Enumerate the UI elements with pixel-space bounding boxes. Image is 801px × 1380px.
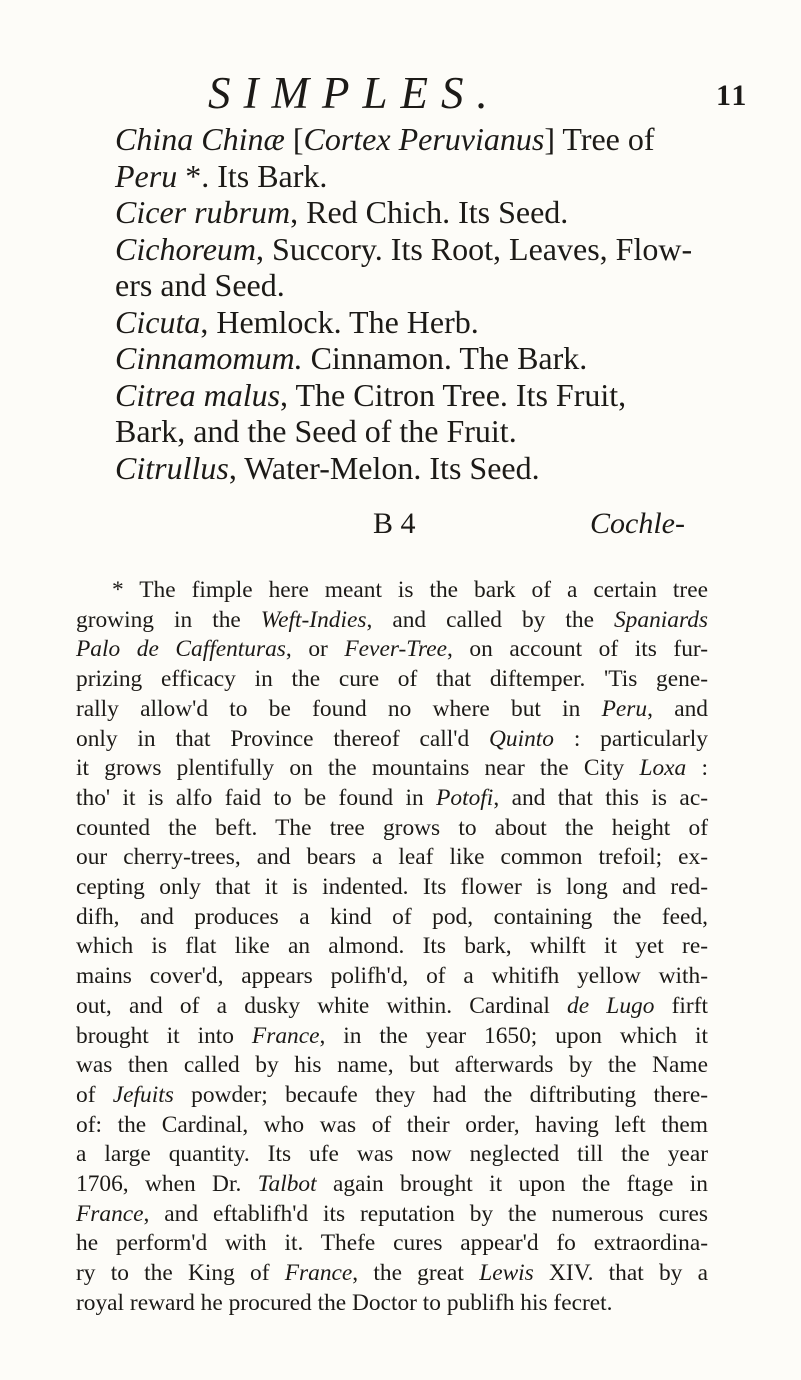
italic-text: Cinnamomum. bbox=[115, 340, 303, 376]
text-run: it grows plentifully on the mountains near the City bbox=[76, 755, 640, 782]
text-run: firft bbox=[654, 992, 708, 1019]
text-run: : bbox=[686, 755, 708, 782]
text-run: counted the beft. The tree grows to about the height of bbox=[76, 814, 708, 841]
footnote-line bbox=[76, 665, 708, 695]
text-run: , and bbox=[647, 695, 709, 722]
footnote bbox=[76, 576, 708, 1319]
catchword: Cochle- bbox=[590, 507, 685, 540]
italic-text: Spaniards bbox=[613, 606, 708, 633]
simple-entry bbox=[115, 304, 715, 341]
footnote-line bbox=[76, 962, 708, 992]
simples-entry-list bbox=[115, 121, 715, 486]
text-run: , in the year 1650; upon which it bbox=[319, 1022, 708, 1049]
text-run: [ bbox=[284, 121, 304, 157]
footnote-line bbox=[76, 992, 708, 1022]
text-run: rally allow'd to be found no where but in bbox=[76, 695, 602, 722]
text-run: a large quantity. Its ufe was now neglected till the year bbox=[76, 1141, 708, 1168]
footnote-line bbox=[76, 635, 708, 665]
text-run: again brought it upon the ftage in bbox=[316, 1171, 708, 1198]
text-run: only in that Province thereof call'd bbox=[76, 725, 489, 752]
text-run: XIV. that by a bbox=[533, 1260, 708, 1287]
text-run: of bbox=[76, 1081, 113, 1108]
footnote-line bbox=[76, 1140, 708, 1170]
entry-line bbox=[115, 303, 715, 341]
text-run: ry to the King of bbox=[76, 1260, 285, 1287]
entry-line bbox=[115, 230, 715, 268]
text-run: out, and of a dusky white within. Cardinal bbox=[76, 992, 568, 1019]
entry-line bbox=[115, 376, 715, 414]
footnote-line bbox=[76, 1289, 708, 1319]
text-run: Bark, and the Seed of the Fruit. bbox=[115, 413, 517, 449]
text-run: ] Tree of bbox=[544, 121, 655, 157]
footnote-line bbox=[76, 873, 708, 903]
entry-line bbox=[115, 267, 715, 304]
italic-text: Peru bbox=[115, 157, 178, 194]
text-run: growing in the bbox=[76, 606, 261, 633]
italic-text: Citrea malus bbox=[115, 376, 281, 413]
simple-entry bbox=[115, 194, 715, 231]
page-header bbox=[0, 68, 801, 118]
text-run: , and that this is ac- bbox=[493, 784, 708, 811]
simple-entry bbox=[115, 340, 715, 377]
footnote-line bbox=[76, 725, 708, 755]
text-run: , Succory. Its Root, Leaves, Flow- bbox=[256, 230, 693, 267]
text-run: prizing efficacy in the cure of that diftemper. 'Tis gene- bbox=[76, 666, 708, 693]
italic-text: Cortex Peruvianus bbox=[303, 121, 545, 157]
entry-line bbox=[115, 121, 715, 158]
text-run: *. Its Bark. bbox=[177, 157, 328, 194]
text-run: mains cover'd, appears polifh'd, of a whitifh yellow with- bbox=[76, 963, 708, 990]
footnote-line bbox=[76, 903, 708, 933]
footnote-line bbox=[76, 932, 708, 962]
text-run: tho' it is alfo faid to be found in bbox=[76, 784, 437, 811]
text-run: ers and Seed. bbox=[115, 267, 285, 303]
footnote-line bbox=[76, 1051, 708, 1081]
footnote-line bbox=[76, 606, 708, 636]
footnote-line bbox=[76, 1259, 708, 1289]
simple-entry bbox=[115, 231, 715, 304]
italic-text: Peru bbox=[601, 695, 648, 722]
text-run: , and called by the bbox=[366, 606, 614, 633]
entry-line bbox=[115, 449, 715, 487]
footnote-line bbox=[76, 576, 708, 606]
signature-mark: B 4 bbox=[373, 507, 416, 540]
text-run: , the great bbox=[352, 1260, 480, 1287]
footnote-line bbox=[76, 814, 708, 844]
simple-entry bbox=[115, 450, 715, 487]
footnote-line bbox=[76, 1111, 708, 1141]
italic-text: Talbot bbox=[257, 1171, 317, 1198]
footnote-line bbox=[76, 1170, 708, 1200]
text-run: brought it into bbox=[76, 1022, 252, 1049]
text-run: Cinnamon. The Bark. bbox=[302, 340, 588, 376]
footnote-line bbox=[76, 754, 708, 784]
text-run: which is flat like an almond. Its bark, whilft it yet re- bbox=[76, 933, 708, 960]
italic-text: Cicer rubrum bbox=[115, 194, 291, 230]
text-run: 1706, when Dr. bbox=[76, 1171, 258, 1198]
text-run: he perform'd with it. Thefe cures appear'd fo extraordina- bbox=[76, 1230, 708, 1257]
simple-entry bbox=[115, 377, 715, 450]
text-run: : particularly bbox=[553, 725, 708, 752]
text-run: , or bbox=[285, 636, 345, 663]
signature-line bbox=[0, 504, 801, 544]
entry-line bbox=[115, 413, 715, 450]
text-run: , and eftablifh'd its reputation by the numerous cures bbox=[143, 1200, 708, 1227]
footnote-line bbox=[76, 695, 708, 725]
entry-line bbox=[115, 194, 715, 231]
italic-text: France bbox=[76, 1200, 144, 1227]
page-number: 11 bbox=[716, 79, 749, 112]
italic-text: Loxa bbox=[639, 755, 687, 782]
italic-text: Cichoreum bbox=[115, 230, 257, 267]
footnote-line bbox=[76, 843, 708, 873]
text-run: , The Citron Tree. Its Fruit, bbox=[280, 376, 627, 413]
running-title: SIMPLES. bbox=[208, 68, 501, 118]
footnote-line bbox=[76, 1229, 708, 1259]
text-run: difh, and produces a kind of pod, containing the feed, bbox=[76, 903, 708, 930]
text-run: was then called by his name, but afterwards by the Name bbox=[76, 1052, 708, 1079]
entry-line bbox=[115, 157, 715, 195]
italic-text: de Lugo bbox=[567, 992, 655, 1019]
italic-text: Lewis bbox=[479, 1260, 534, 1287]
footnote-line bbox=[76, 1200, 708, 1230]
text-run: , Hemlock. The Herb. bbox=[200, 303, 479, 340]
footnote-line bbox=[76, 1022, 708, 1052]
text-run: royal reward he procured the Doctor to publifh his fecret. bbox=[76, 1289, 613, 1316]
text-run: of: the Cardinal, who was of their order, having left them bbox=[76, 1111, 708, 1138]
text-run: cepting only that it is indented. Its flower is long and red- bbox=[76, 874, 708, 901]
italic-text: Jefuits bbox=[112, 1081, 174, 1108]
text-run: our cherry-trees, and bears a leaf like common trefoil; ex- bbox=[76, 844, 708, 871]
italic-text: Palo de Caffenturas bbox=[76, 636, 286, 663]
text-run: , Red Chich. Its Seed. bbox=[290, 194, 569, 230]
text-run: powder; becaufe they had the diftributing there- bbox=[173, 1081, 708, 1108]
entry-line bbox=[115, 340, 715, 377]
italic-text: Citrullus bbox=[115, 449, 229, 486]
simple-entry bbox=[115, 121, 715, 194]
italic-text: France bbox=[284, 1260, 353, 1287]
italic-text: Cicuta bbox=[115, 303, 201, 340]
text-run: , on account of its fur- bbox=[446, 636, 709, 663]
text-run: * The fimple here meant is the bark of a certain tree bbox=[112, 577, 708, 603]
italic-text: Weft-Indies bbox=[260, 606, 367, 633]
footnote-line bbox=[76, 1081, 708, 1111]
italic-text: Fever-Tree bbox=[344, 636, 447, 663]
italic-text: China Chinæ bbox=[115, 121, 285, 157]
italic-text: Quinto bbox=[489, 725, 554, 752]
italic-text: Potofi bbox=[436, 784, 494, 811]
italic-text: France bbox=[251, 1022, 320, 1049]
text-run: , Water-Melon. Its Seed. bbox=[228, 449, 540, 486]
footnote-line bbox=[76, 784, 708, 814]
